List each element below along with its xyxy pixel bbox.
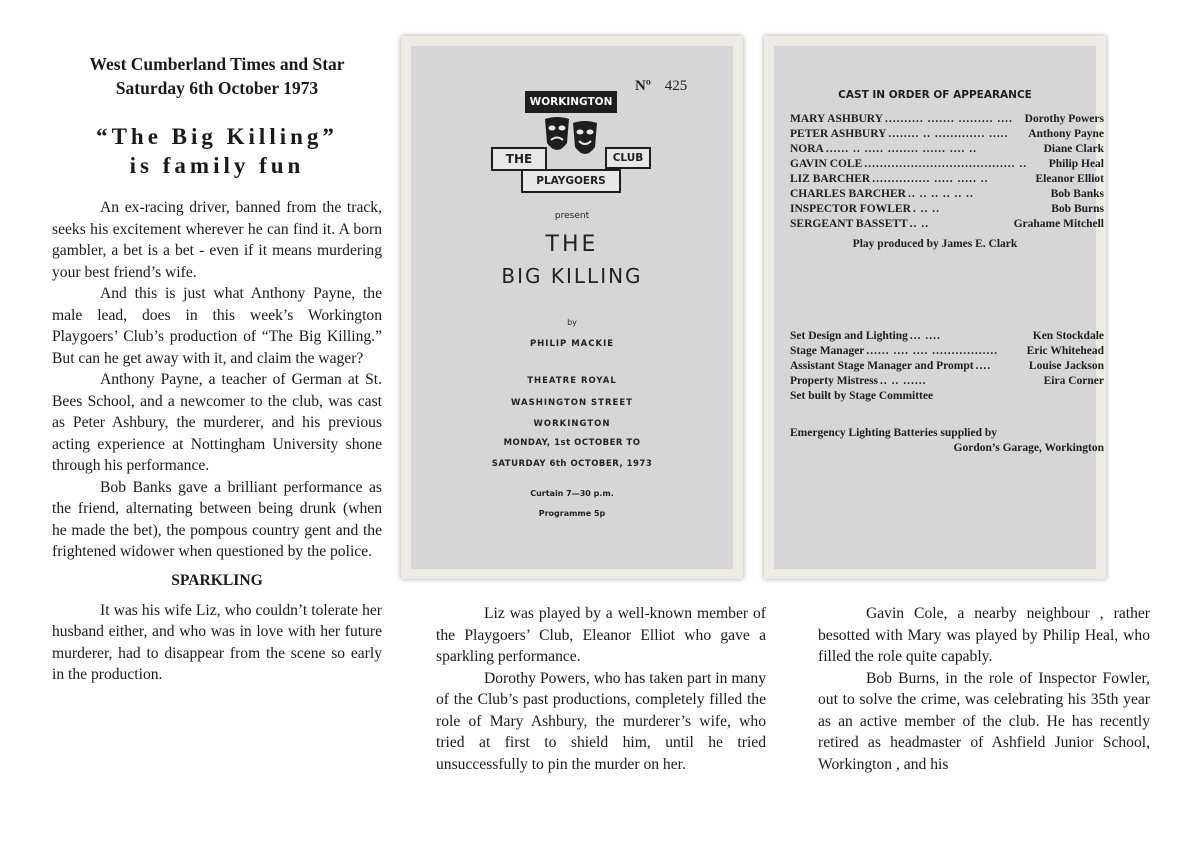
dates-line: SATURDAY 6th OCTOBER, 1973 [491, 459, 653, 469]
play-title-line-2: BIG KILLING [501, 264, 643, 288]
number-label: Nº [635, 78, 651, 94]
leader-dots: .... [975, 360, 992, 372]
left-column [52, 52, 382, 686]
programme-cast-page [774, 46, 1104, 569]
logo-right-text: CLUB [605, 147, 651, 169]
leader-dots: .. .. [909, 218, 930, 230]
paragraph: Dorothy Powers, who has taken part in many of the Club’s past productions, completely filled the role of Mary Ashbury, the murderer’s wife, who tried at first to shield him, until he tried unsuccessfully to pin the murder on her. [436, 669, 766, 773]
venue-line: WASHINGTON STREET [511, 397, 633, 408]
role: Set Design and Lighting [790, 330, 908, 342]
role: SERGEANT BASSETT [790, 218, 908, 230]
person: Louise Jackson [1028, 360, 1104, 372]
programme-cover [411, 46, 733, 569]
venue-line: WORKINGTON [533, 419, 611, 429]
paragraph: Liz was played by a well-known member of the Playgoers’ Club, Eleanor Elliot who gave a sparkling performance. [436, 605, 766, 665]
cast-row [790, 127, 1104, 142]
actor: Diane Clark [1043, 143, 1104, 155]
role: Assistant Stage Manager and Prompt [790, 360, 974, 372]
paragraph: An ex-racing driver, banned from the track, seeks his excitement wherever he can find it. A born gambler, a bet is a bet - even if it means murdering your best friend’s wife. [52, 199, 382, 281]
crew-list [790, 329, 1104, 404]
role: CHARLES BARCHER [790, 188, 906, 200]
logo-bottom-text: PLAYGOERS [521, 169, 621, 193]
cast-row [790, 157, 1104, 172]
playgoers-logo [491, 91, 651, 191]
programme-cast-photo [764, 36, 1106, 579]
set-built-note: Set built by Stage Committee [790, 390, 934, 402]
leader-dots: ... .... [909, 330, 941, 342]
cast-list [790, 112, 1104, 232]
article-body-left [52, 197, 382, 686]
role: GAVIN COLE [790, 158, 863, 170]
logo-left-text: THE [491, 147, 547, 171]
curtain-info [411, 484, 733, 524]
author-name: PHILIP MACKIE [529, 339, 615, 349]
masthead [52, 52, 382, 100]
paragraph: Bob Banks gave a brilliant performance as the friend, alternating between being drunk (when he made the bet), the pompous country gent and the frightened widower when questioned by the police. [52, 478, 382, 560]
curtain-time: Curtain 7—30 p.m. [530, 489, 614, 498]
leader-dots: .......... ....... ......... .... [885, 113, 1013, 125]
programme-cover-photo [401, 36, 743, 579]
cast-row [790, 202, 1104, 217]
article-body-middle [436, 603, 766, 775]
venue [411, 371, 733, 436]
leader-dots: . .. .. [912, 203, 941, 215]
crew-row [790, 374, 1104, 389]
crew-row [790, 344, 1104, 359]
cast-row [790, 187, 1104, 202]
article-body-right [818, 603, 1150, 775]
actor: Philip Heal [1048, 158, 1104, 170]
paragraph: It was his wife Liz, who couldn’t tolerate her husband either, and who was in love with her future murderer, had to disappear from the scene so early in the production. [52, 601, 382, 683]
role: NORA [790, 143, 824, 155]
leader-dots: .. .. ...... [880, 375, 927, 387]
paragraph: And this is just what Anthony Payne, the male lead, does in this week’s Workington Playgoers’ Club’s production of “The Big Killing.” But can he get away with it, and claim the wager? [52, 285, 382, 367]
role: Property Mistress [790, 375, 879, 387]
producer-credit: Play produced by James E. Clark [852, 238, 1018, 250]
cast-row [790, 217, 1104, 232]
actor: Bob Burns [1051, 203, 1104, 215]
actor: Grahame Mitchell [1013, 218, 1104, 230]
crew-row [790, 329, 1104, 344]
programme-price: Programme 5p [538, 509, 606, 518]
role: LIZ BARCHER [790, 173, 871, 185]
cast-row [790, 142, 1104, 157]
leader-dots: ........ .. ............. ..... [888, 128, 1009, 140]
play-title-line-1: THE [545, 232, 599, 257]
leader-dots: ....................................... .. [864, 158, 1028, 170]
person: Ken Stockdale [1032, 330, 1104, 342]
article-headline [52, 122, 382, 180]
headline-line-2: is family fun [129, 153, 305, 178]
leader-dots: ............... ..... ..... .. [872, 173, 989, 185]
headline-line-1: “The Big Killing” [96, 124, 338, 149]
role: PETER ASHBURY [790, 128, 887, 140]
batteries-line-1: Emergency Lighting Batteries supplied by [790, 427, 998, 439]
leader-dots: ...... .... .... ................. [866, 345, 999, 357]
paragraph: Bob Burns, in the role of Inspector Fowler, out to solve the crime, was celebrating his 35th year as an active member of the club. He has recently retired as headmaster of Ashfield Junior School, Workington , and his [818, 669, 1150, 773]
batteries-credit [790, 426, 1104, 456]
role: INSPECTOR FOWLER [790, 203, 911, 215]
present-label: present [554, 211, 590, 221]
person: Eira Corner [1043, 375, 1104, 387]
actor: Bob Banks [1050, 188, 1104, 200]
actor: Eleanor Elliot [1035, 173, 1104, 185]
cast-row [790, 112, 1104, 127]
role: Stage Manager [790, 345, 865, 357]
dates-line: MONDAY, 1st OCTOBER TO [503, 438, 641, 448]
venue-line: THEATRE ROYAL [527, 376, 617, 386]
crew-row [790, 359, 1104, 374]
paragraph: Anthony Payne, a teacher of German at St. Bees School, and a newcomer to the club, was cast as Peter Ashbury, the murderer, and his previous acting experience at Nottingham University shone through his performance. [52, 371, 382, 474]
leader-dots: ...... .. ..... ........ ...... .... .. [825, 143, 977, 155]
batteries-line-2: Gordon’s Garage, Workington [953, 442, 1104, 454]
actor: Anthony Payne [1028, 128, 1104, 140]
performance-dates [411, 433, 733, 475]
person: Eric Whitehead [1026, 345, 1104, 357]
subheading: SPARKLING [171, 571, 263, 589]
logo-top-text: WORKINGTON [525, 91, 617, 113]
newspaper-name: West Cumberland Times and Star [89, 54, 345, 74]
role: MARY ASHBURY [790, 113, 884, 125]
by-label: by [567, 318, 577, 327]
newspaper-date: Saturday 6th October 1973 [115, 78, 319, 98]
paragraph: Gavin Cole, a nearby neighbour , rather besotted with Mary was played by Philip Heal, who filled the role quite capably. [818, 605, 1150, 665]
leader-dots: .. .. .. .. .. .. [907, 188, 974, 200]
cast-row [790, 172, 1104, 187]
number-value: 425 [664, 78, 688, 94]
theatre-masks-icon [541, 113, 601, 171]
cast-heading: CAST IN ORDER OF APPEARANCE [838, 89, 1032, 101]
actor: Dorothy Powers [1024, 113, 1104, 125]
